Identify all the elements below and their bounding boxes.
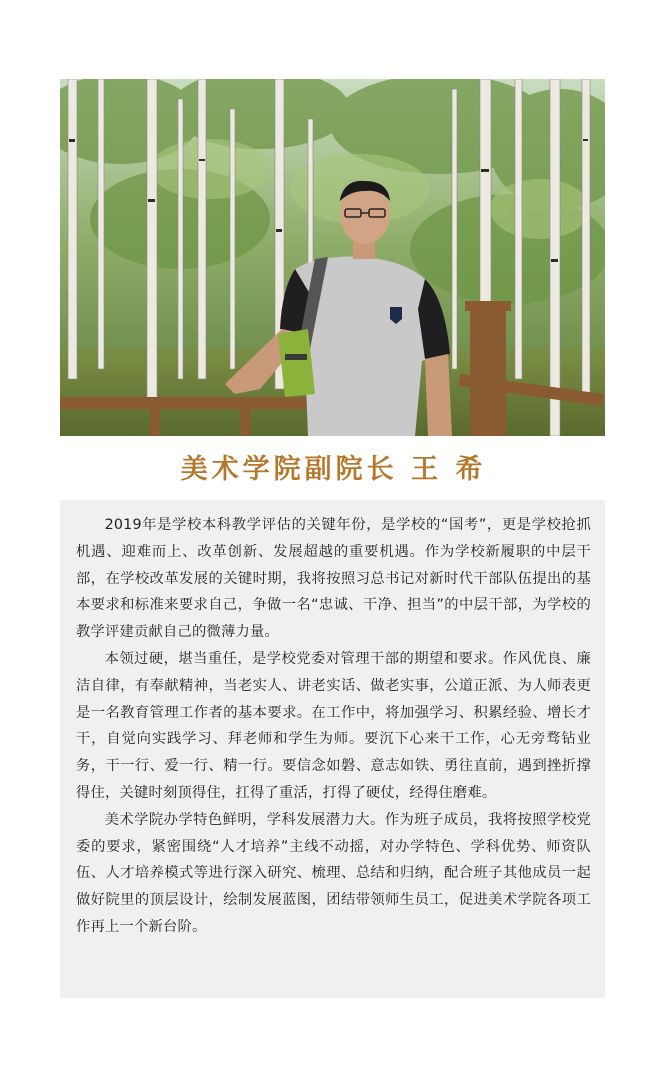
page-title: 美术学院副院长 王 希 (180, 454, 487, 485)
paragraph-2: 本领过硬，堪当重任，是学校党委对管理干部的期望和要求。作风优良、廉洁自律，有奉献精神，当老实人、讲老实话、做老实事，公道正派、为人师表更是一名教育管理工作者的基本要求。在工作中，将加强学习、积累经验、增长才干，自觉向实践学习、拜老师和学生为师。要沉下心来干工作，心无旁骛钻业务，干一行、爱一行、精一行。要信念如磐、意志如铁、勇往直前，遇到挫折撑得住，关键时刻顶得住，扛得了重活，打得了硬仗，经得住磨难。 (76, 650, 591, 801)
paragraph-3: 美术学院办学特色鲜明，学科发展潜力大。作为班子成员，我将按照学校党委的要求，紧密围绕“人才培养”主线不动摇，对办学特色、学科优势、师资队伍、人才培养模式等进行深入研究、梳理、总结和归纳，配合班子其他成员一起做好院里的顶层设计，绘制发展蓝图，团结带领师生员工，促进美术学院各项工作再上一个新台阶。 (76, 811, 591, 935)
statement-panel (60, 500, 605, 998)
paragraph-1: 2019年是学校本科教学评估的关键年份，是学校的“国考”，更是学校抢抓机遇、迎难而上、改革创新、发展超越的重要机遇。作为学校新履职的中层干部，在学校改革发展的关键时期，我将按照习总书记对新时代干部队伍提出的基本要求和标准来要求自己，争做一名“忠诚、干净、担当”的中层干部，为学校的教学评建贡献自己的微薄力量。 (76, 517, 591, 641)
portrait-photo (60, 79, 605, 436)
